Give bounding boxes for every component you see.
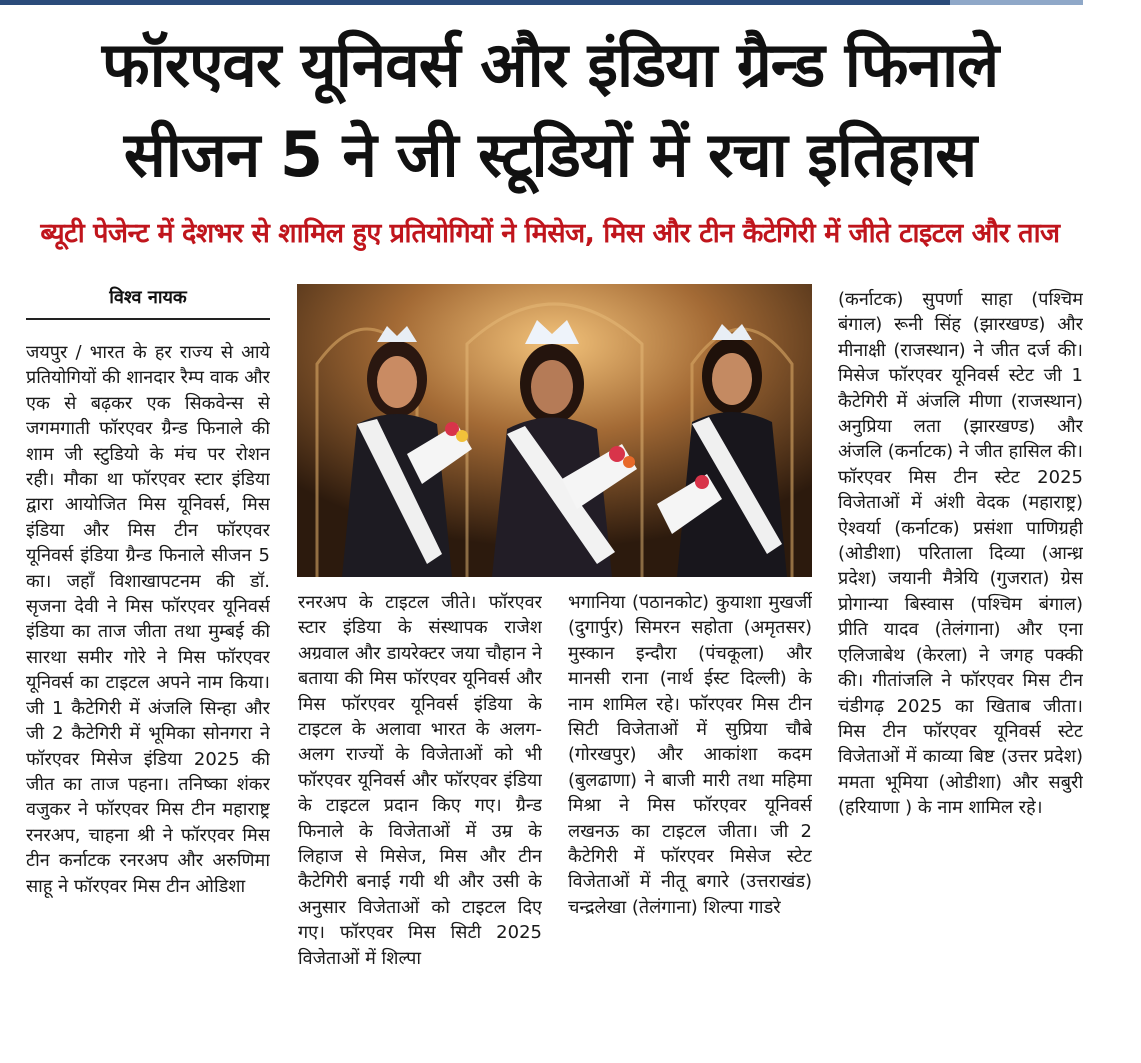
top-color-bar-accent: [950, 0, 1083, 5]
headline-line-2: सीजन 5 ने जी स्टूडियों में रचा इतिहास: [123, 118, 977, 191]
byline: विश्व नायक: [109, 287, 187, 308]
subheadline: ब्यूटी पेजेन्ट में देशभर से शामिल हुए प्रतियोगियों ने मिसेज, मिस और टीन कैटेगिरी में जीते टाइटल और ताज: [40, 218, 1060, 249]
article-column-3-text: भगानिया (पठानकोट) कुयाशा मुखर्जी (दुगार्पुर) सिमरन सहोता (अमृतसर) मुस्कान इन्दौरा (पंचकूला) और मानसी राना (नार्थ ईस्ट दिल्ली) के नाम शामिल रहे। फॉरएवर मिस टीन सिटी विजेताओं में सुप्रिया चौबे (गोरखपुर) और आकांशा कदम (बुलढाणा) ने बाजी मारी तथा महिमा मिश्रा ने मिस फॉरएवर यूनिवर्स लखनऊ का टाइटल जीता। जी 2 कैटेगिरी में फॉरएवर मिसेज स्टेट विजेताओं में नीतू बगारे (उत्तराखंड) चन्द्रलेखा (तेलंगाना) शिल्पा गाडरे: [568, 592, 812, 918]
byline-rule: [26, 318, 270, 320]
photo-illustration: [297, 284, 812, 577]
article-column-4-text: (कर्नाटक) सुपर्णा साहा (पश्चिम बंगाल) रूनी सिंह (झारखण्ड) और मीनाक्षी (राजस्थान) ने जीत दर्ज की। मिसेज फॉरएवर यूनिवर्स स्टेट जी 1 कैटेगिरी में अंजलि मीणा (राजस्थान) अनुप्रिया लता (झारखण्ड) और अंजलि (कर्नाटक) ने जीत हासिल की। फॉरएवर मिस टीन स्टेट 2025 विजेताओं में अंशी वेदक (महाराष्ट्र) ऐश्वर्या (कर्नाटक) प्रसंशा पाणिग्रही (ओडीशा) परिताला दिव्या (आन्ध्र प्रदेश) जयानी मैत्रेयि (गुजरात) ग्रेस प्रोगान्या बिस्वास (पश्चिम बंगाल) प्रीति यादव (तेलंगाना) और एना एलिजाबेथ (केरला) ने जगह पक्की की। गीतांजलि ने फॉरएवर मिस टीन चंडीगढ़ 2025 का खिताब जीता। मिस टीन फॉरएवर यूनिवर्स स्टेट विजेताओं में काव्या बिष्ट (उत्तर प्रदेश) ममता भूमिया (ओडीशा) और सबुरी (हरियाणा ) के नाम शामिल रहे।: [838, 289, 1083, 819]
top-color-bar: [0, 0, 1083, 5]
article-column-2-text: रनरअप के टाइटल जीते। फॉरएवर स्टार इंडिया के संस्थापक राजेश अग्रवाल और डायरेक्टर जया चौहान ने बताया की मिस फॉरएवर यूनिवर्स और मिस फॉरएवर यूनिवर्स इंडिया के टाइटल के अलावा भारत के अलग-अलग राज्यों के विजेताओं को भी फॉरएवर यूनिवर्स और फॉरएवर इंडिया के टाइटल प्रदान किए गए। ग्रैन्ड फिनाले के विजेताओं में उम्र के लिहाज से मिसेज, मिस और टीन कैटेगिरी बनाई गयी थी और उसी के अनुसार विजेताओं को टाइटल दिए गए। फॉरएवर मिस सिटी 2025 विजेताओं में शिल्पा: [298, 592, 542, 969]
article-column-1: [26, 340, 270, 1025]
article-column-3: [568, 590, 812, 1025]
article-column-2: [298, 590, 542, 1025]
headline-line-1: फॉरएवर यूनिवर्स और इंडिया ग्रैन्ड फिनाले: [101, 28, 999, 101]
pageant-winners-photo: [297, 284, 812, 577]
article-column-1-text: जयपुर / भारत के हर राज्य से आये प्रतियोगियों की शानदार रैम्प वाक और एक से बढ़कर एक सिकवेन्स से जगमगाती फॉरएवर ग्रैन्ड फिनाले की शाम जी स्टुडियो के मंच पर रोशन रही। मौका था फॉरएवर स्टार इंडिया द्वारा आयोजित मिस यूनिवर्स, मिस इंडिया और मिस टीन फॉरएवर यूनिवर्स इंडिया ग्रैन्ड फिनाले सीजन 5 का। जहाँ विशाखापटनम की डॉ. सृजना देवी ने मिस फॉरएवर यूनिवर्स इंडिया का ताज जीता तथा मुम्बई की सारथा समीर गोरे ने मिस फॉरएवर यूनिवर्स का टाइटल अपने नाम किया। जी 1 कैटेगिरी में अंजलि सिन्हा और जी 2 कैटेगिरी में भूमिका सोनगरा ने फॉरएवर मिसेज इंडिया 2025 की जीत का ताज पहना। तनिष्का शंकर वजुकर ने फॉरएवर मिस टीन महाराष्ट्र रनरअप, चाहना श्री ने फॉरएवर मिस टीन कर्नाटक रनरअप और अरुणिमा साहू ने फॉरएवर मिस टीन ओडिशा: [26, 342, 270, 897]
article-column-4: [838, 287, 1083, 1025]
